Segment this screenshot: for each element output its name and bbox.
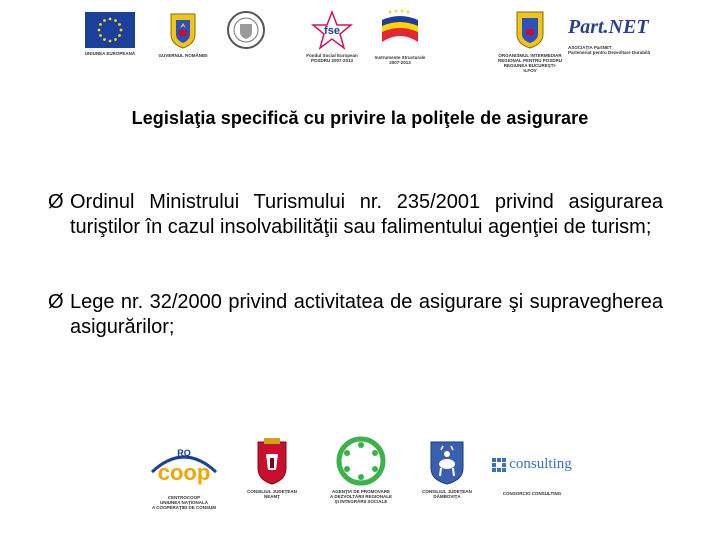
coop-icon [144,442,224,492]
coat-of-arms-icon [514,8,546,50]
structural-instruments-caption: Instrumente Structurale 2007-2013 [374,55,426,65]
romanian-government-caption: GUVERNUL ROMÂNIEI [158,53,208,58]
bullet-text: Lege nr. 32/2000 privind activitatea de asigurare şi supravegherea asigurărilor; [70,291,663,338]
fse-caption: Fondul Social European POSDRU 2007-2013 [306,53,358,63]
bullet-item [48,190,663,240]
bullet-item [48,290,663,340]
coat-of-arms-icon [168,10,198,50]
agency-caption: AGENŢIA DE PROMOVARE A DEZVOLTĂRII REGIONALE ŞI INTEGRĂRII SOCIALE [329,489,392,504]
oirposdru-logo [498,8,562,73]
neamt-shield-icon [254,436,290,486]
arrow-bullet-icon: Ø [48,291,64,313]
seal-icon [226,10,266,50]
centrocoop-logo [140,442,228,510]
dambovita-council-logo [412,436,482,499]
romanian-government-logo [154,10,212,58]
coop-mark: coop [157,460,211,485]
svg-text:fse: fse [324,25,340,37]
deer-shield-icon [427,436,467,486]
eu-flag-logo [80,12,140,56]
structural-instruments-logo [364,8,436,65]
consulting-wordmark-row [492,456,572,473]
arrow-bullet-icon: Ø [48,191,64,213]
consulting-caption: CONSORCIO CONSULTING [502,491,562,496]
partnet-caption: ASOCIAŢIA PartNET Parteneriat pentru Dezvoltare Durabilă [568,45,651,55]
neamt-council-logo [238,436,306,499]
bullet-text: Ordinul Ministrului Turismului nr. 235/2001 privind asigurarea turiştilor în cazul insolvabilităţii sau falimentului agenţiei de turism; [70,191,663,238]
consulting-logo [484,456,580,496]
coop-mark-top: RO [177,448,191,458]
fse-logo [294,10,370,63]
ministry-seal-logo [224,10,268,50]
structural-instruments-icon [376,8,424,52]
people-circle-icon [334,436,388,486]
partnet-wordmark: Part.NET [568,16,649,38]
consulting-grid-icon [492,458,506,472]
neamt-council-caption: CONSILIUL JUDEŢEAN NEAMŢ [247,489,297,499]
partnet-logo [568,16,654,55]
header-logo-strip [62,4,652,78]
slide-title: Legislaţia specifică cu privire la poliţele de asigurare [131,108,589,128]
eu-flag-icon [85,12,135,48]
dambovita-council-caption: CONSILIUL JUDEŢEAN DÂMBOVIŢA [422,489,472,499]
agency-logo [318,436,404,504]
footer-logo-strip [140,430,580,526]
centrocoop-caption: CENTROCOOP UNIUNEA NAŢIONALĂ A COOPERAŢIEI DE CONSUM [151,495,217,510]
consulting-mark: consulting [509,456,572,472]
oirposdru-caption: ORGANISMUL INTERMEDIAR REGIONAL PENTRU POSDRU REGIUNEA BUCUREŞTI-ILFOV [498,53,562,73]
fse-star-icon [310,10,354,50]
eu-flag-caption: UNIUNEA EUROPEANĂ [84,51,136,56]
bullet-list [48,190,663,390]
